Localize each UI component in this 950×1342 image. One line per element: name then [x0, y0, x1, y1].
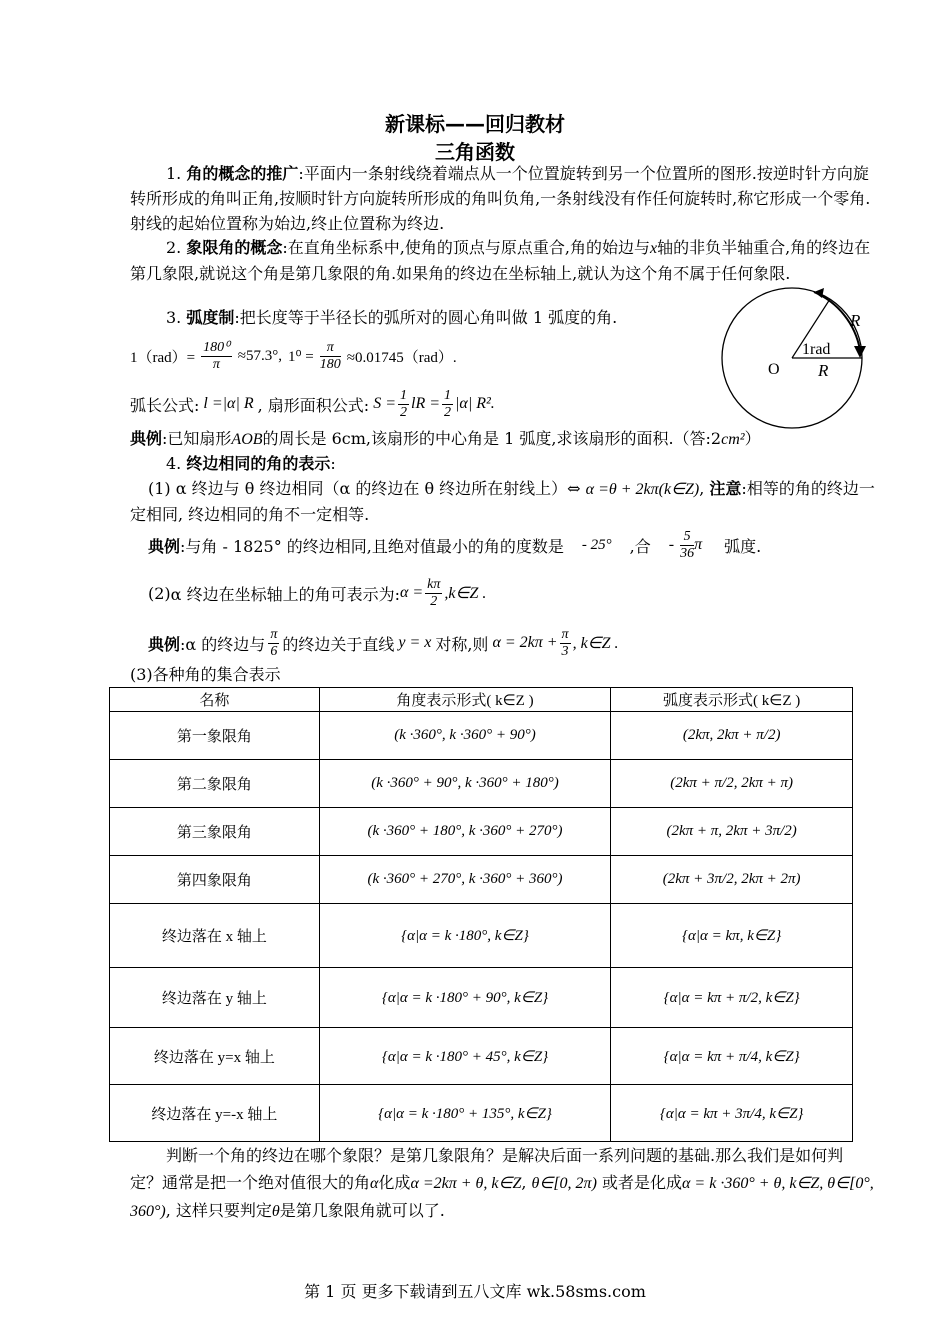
table-header-degree: 角度表示形式( k∈Z ) [319, 688, 611, 712]
table-row [110, 1085, 853, 1142]
example-1-unit: cm² [721, 431, 745, 448]
section-3-number: 3. [166, 308, 182, 327]
closing-theta: θ [271, 1203, 280, 1220]
example-1-text-b: 的周长是 6cm,该扇形的中心角是 1 弧度,求该扇形的面积.（答:2 [262, 429, 722, 448]
example-3-text-a: :α 的终边与 [180, 634, 266, 654]
closing-formula-1: α =2kπ + θ, k∈Z [410, 1175, 522, 1192]
label-origin: O [768, 361, 780, 378]
row-radian: {α|α = kπ + π/4, k∈Z} [611, 1028, 853, 1085]
example-3-text-c: 对称,则 [435, 634, 489, 654]
row-degree: {α|α = k ·180° + 90°, k∈Z} [319, 968, 611, 1028]
section-4-2-text: α 终边在坐标轴上的角可表示为: [170, 584, 400, 604]
page-footer: 第 1 页 更多下载请到五八文库 wk.58sms.com [304, 1282, 646, 1301]
row-radian: {α|α = kπ + π/2, k∈Z} [611, 968, 853, 1028]
row-radian: (2kπ + π, 2kπ + 3π/2) [611, 808, 853, 856]
section-4-2-fraction-den: 2 [430, 593, 438, 609]
row-degree: {α|α = k ·180°, k∈Z} [319, 904, 611, 968]
section-4 [166, 451, 336, 476]
table-row [110, 968, 853, 1028]
example-3-text-b: 的终边关于直线 [282, 634, 395, 654]
rad-eq-d: ≈0.01745（rad）. [346, 349, 457, 366]
rad-fraction-2-den: 180 [319, 356, 341, 372]
example-1-aob: AOB [231, 431, 263, 448]
rad-eq-a: 1（rad）= [130, 349, 196, 366]
example-3-fraction-num: π [270, 626, 278, 642]
example-2-answer-1: - 25° [581, 536, 612, 553]
section-4-1-text: α 终边与 θ 终边相同（α 的终边在 θ 终边所在射线上）⇔ [175, 479, 581, 498]
example-1-text: :已知扇形 [162, 429, 232, 448]
example-2-fraction [680, 529, 694, 562]
example-3-line: y = x [398, 634, 432, 651]
closing-text-f: 是第几象限角就可以了. [279, 1201, 445, 1220]
row-radian: (2kπ, 2kπ + π/2) [611, 712, 853, 760]
sector-formula-c: |α| R². [455, 395, 495, 412]
row-name: 第一象限角 [110, 712, 320, 760]
closing-text-d: 或者是化成 [602, 1173, 683, 1192]
section-4-2 [148, 570, 848, 616]
sector-formula-b: lR = [411, 395, 441, 412]
example-1-end: ） [744, 429, 761, 448]
closing-formula-3: α = k ·360° + θ, k∈Z, θ∈[0°, 360°) [130, 1175, 874, 1220]
sector-half-2-den: 2 [444, 404, 452, 420]
example-2-mid: ,合 [629, 536, 651, 556]
label-1rad: 1rad [802, 341, 831, 358]
example-3-formula-fraction-den: 3 [561, 643, 569, 659]
section-2-number: 2. [166, 238, 182, 257]
closing-formula-2: θ∈[0, 2π) [531, 1175, 597, 1192]
arc-label: 弧长公式: [130, 395, 200, 415]
section-3-heading: 弧度制 [186, 308, 235, 327]
example-2-pi: π [694, 536, 703, 553]
example-3-heading: 典例 [148, 634, 181, 654]
sector-label: , 扇形面积公式: [257, 395, 370, 415]
table-header-row [110, 688, 853, 712]
row-degree: (k ·360° + 270°, k ·360° + 360°) [319, 856, 611, 904]
table-row [110, 1028, 853, 1085]
title-line-2: 三角函数 [435, 140, 515, 164]
section-2-text-b: 轴的非负半轴重合,角的终边在第几象限,就说这个角是第几象限的角.如果角的终边在坐标轴上,就认为这个角不属于任何象限. [130, 238, 871, 283]
sector-half-den: 2 [400, 404, 407, 420]
example-3-fraction-den: 6 [270, 643, 278, 659]
row-name: 第二象限角 [110, 760, 320, 808]
row-degree: (k ·360°, k ·360° + 90°) [319, 712, 611, 760]
row-name: 第四象限角 [110, 856, 320, 904]
closing-text-a: 判断一个角的终边在哪个象限？是第几象限角？是解决后面一系列问题的基础.那么我们是如何判定？通常是把一个绝对值很大的角 [130, 1146, 844, 1192]
table-row [110, 856, 853, 904]
row-degree: {α|α = k ·180° + 45°, k∈Z} [319, 1028, 611, 1085]
closing-text-c: , [521, 1173, 527, 1192]
example-3-formula-fraction-num: π [561, 626, 569, 642]
sector-half [398, 388, 409, 421]
section-3-text: :把长度等于半径长的弧所对的圆心角叫做 1 弧度的角. [234, 308, 618, 327]
example-3-formula-a: α = 2kπ + [492, 634, 558, 651]
angle-set-table [109, 687, 853, 1142]
section-4-2-fraction-num: kπ [427, 576, 441, 592]
rad-eq-c: 1⁰ = [287, 348, 314, 365]
section-4-1-formula: α =θ + 2kπ(k∈Z) [585, 481, 700, 498]
example-2-fraction-num: 5 [680, 529, 694, 546]
row-radian: (2kπ + 3π/2, 2kπ + 2π) [611, 856, 853, 904]
row-name: 终边落在 y=-x 轴上 [110, 1085, 320, 1142]
section-1-number: 1. [166, 164, 182, 183]
sector-half-2-num: 1 [444, 387, 452, 403]
example-2 [148, 523, 888, 567]
section-2-heading: 象限角的概念 [186, 238, 283, 257]
table-header-name: 名称 [110, 688, 320, 712]
row-name: 第三象限角 [110, 808, 320, 856]
rad-fraction-1 [201, 340, 232, 373]
label-arc-r: R [850, 311, 861, 330]
arc-arrowhead-down [854, 346, 866, 358]
table-row [110, 760, 853, 808]
section-1-text: :平面内一条射线绕着端点从一个位置旋转到另一个位置所的图形.按逆时针方向旋转所形成的角叫正角,按顺时针方向旋转所形成的角叫负角,一条射线没有作任何旋转时,称它形成一个零角.射线的起始位置称为始边,终止位置称为终边. [130, 164, 871, 233]
rad-eq-b: ≈57.3°, [237, 347, 282, 364]
rad-fraction-2-num: π [320, 340, 341, 357]
example-3 [148, 620, 868, 666]
radian-circle-diagram [712, 286, 890, 436]
section-4-heading: 终边相同的角的表示 [186, 454, 331, 473]
row-name: 终边落在 x 轴上 [110, 904, 320, 968]
example-3-formula-fraction [560, 627, 571, 660]
table-row [110, 904, 853, 968]
row-name: 终边落在 y=x 轴上 [110, 1028, 320, 1085]
section-4-2-label: (2) [148, 583, 171, 603]
row-radian: {α|α = kπ + 3π/4, k∈Z} [611, 1085, 853, 1142]
example-3-formula-b: , k∈Z . [572, 635, 619, 652]
section-4-1-label: (1) [148, 479, 171, 498]
closing-text-e: , 这样只要判定 [165, 1201, 272, 1220]
table-row [110, 808, 853, 856]
arc-formula: l =|α| R [203, 395, 254, 412]
rad-fraction-1-den: π [212, 356, 220, 372]
section-2-text-a: :在直角坐标系中,使角的顶点与原点重合,角的始边与 [282, 238, 650, 257]
title-line-1: 新课标——回归教材 [385, 112, 565, 136]
row-radian: (2kπ + π/2, 2kπ + π) [611, 760, 853, 808]
arc-sector-formulas [130, 382, 720, 426]
table-header-radian: 弧度表示形式( k∈Z ) [611, 688, 853, 712]
row-degree: (k ·360° + 180°, k ·360° + 270°) [319, 808, 611, 856]
sector-half-2 [442, 388, 453, 421]
row-degree: (k ·360° + 90°, k ·360° + 180°) [319, 760, 611, 808]
section-4-colon: : [330, 454, 336, 473]
closing-paragraph [130, 1142, 875, 1225]
section-4-2-formula-b: ,k∈Z . [444, 585, 487, 602]
section-4-3: (3)各种角的集合表示 [130, 665, 281, 684]
section-4-1-note: :相等的角的终边一定相同, 终边相同的角不一定相等. [130, 479, 875, 524]
row-name: 终边落在 y 轴上 [110, 968, 320, 1028]
section-4-2-fraction [425, 577, 442, 610]
closing-text-b: 化成 [378, 1173, 411, 1192]
example-2-text: :与角 - 1825° 的终边相同,且绝对值最小的角的度数是 [180, 536, 564, 556]
example-2-fraction-den: 36 [680, 545, 695, 561]
section-4-1: (1) α 终边与 θ 终边相同（α 的终边在 θ 终边所在射线上）⇔ α =θ + 2kπ(k∈Z), 注意:相等的角的终边一定相同, 终边相同的角不一定相等. [130, 479, 875, 524]
sector-formula-a: S = [373, 395, 396, 412]
example-3-fraction [268, 627, 279, 660]
example-1-heading: 典例 [130, 429, 163, 448]
section-1 [130, 161, 875, 236]
section-4-2-formula-a: α = [399, 584, 424, 601]
example-2-end: 弧度. [724, 536, 762, 556]
rad-fraction-1-num: 180⁰ [203, 339, 230, 355]
sector-half-num: 1 [400, 387, 407, 403]
closing-alpha: α [370, 1175, 379, 1192]
example-2-answer-2-sign: - [668, 536, 675, 553]
example-2-heading: 典例 [148, 536, 181, 556]
rad-fraction-2 [320, 340, 341, 373]
section-1-heading: 角的概念的推广 [186, 164, 299, 183]
section-4-1-note-heading: 注意 [709, 479, 742, 498]
section-2-x: x [649, 240, 658, 257]
section-2 [130, 235, 875, 286]
radian-conversion [130, 334, 720, 378]
row-degree: {α|α = k ·180° + 135°, k∈Z} [319, 1085, 611, 1142]
table-row [110, 712, 853, 760]
row-radian: {α|α = kπ, k∈Z} [611, 904, 853, 968]
label-radius-r: R [818, 361, 829, 380]
section-3 [166, 305, 726, 330]
section-4-number: 4. [166, 454, 182, 473]
